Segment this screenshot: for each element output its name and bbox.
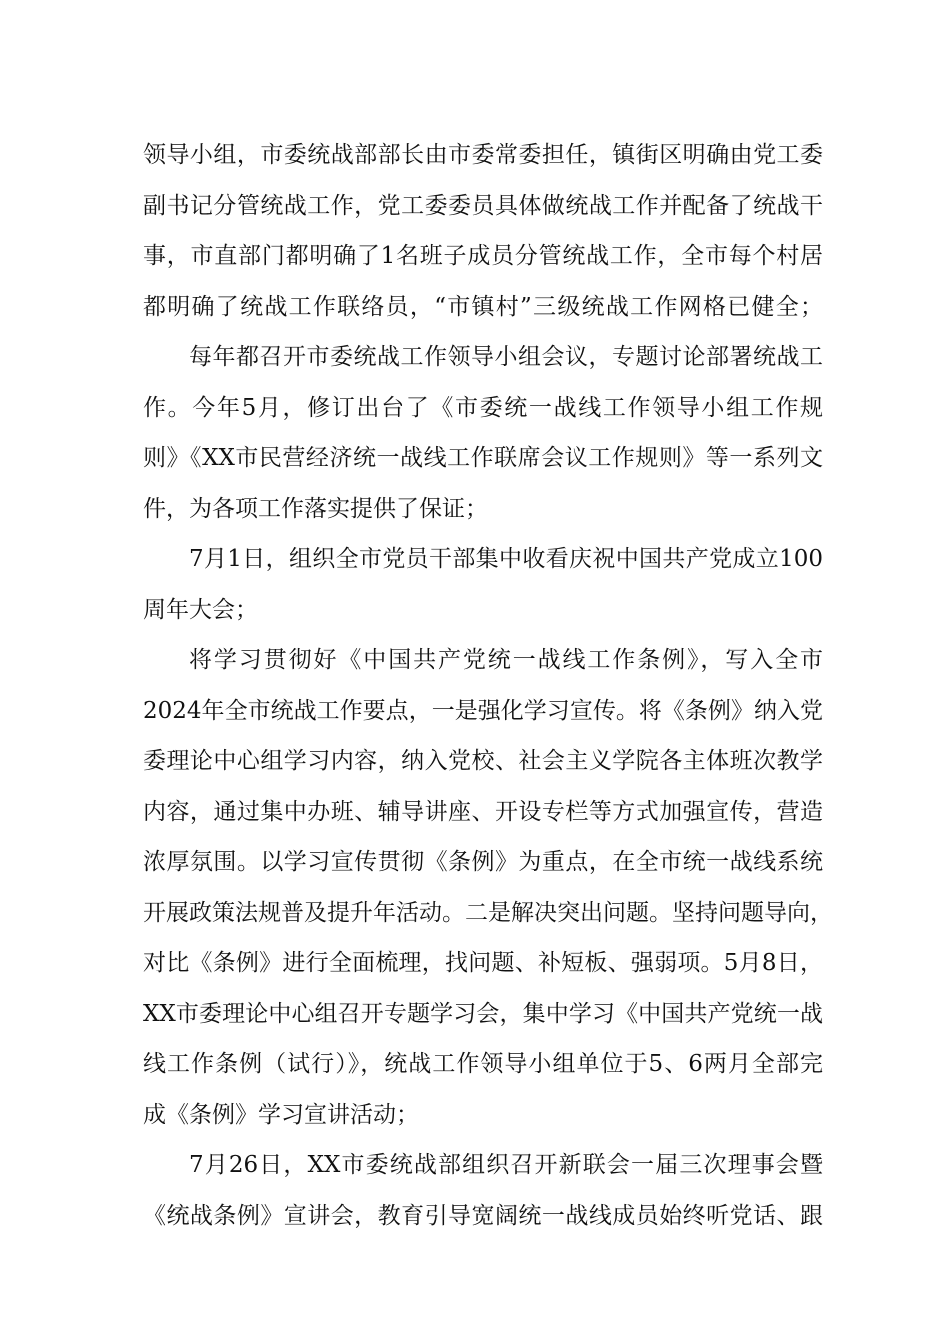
text-line: 作。今年5月，修订出台了《市委统一战线工作领导小组工作规 xyxy=(143,394,823,421)
text-line: 内容，通过集中办班、辅导讲座、开设专栏等方式加强宣传，营造 xyxy=(143,798,823,825)
text-line: 副书记分管统战工作，党工委委员具体做统战工作并配备了统战干 xyxy=(143,192,823,219)
text-line: 事，市直部门都明确了1名班子成员分管统战工作，全市每个村居 xyxy=(143,243,823,269)
text-line: 周年大会； xyxy=(143,596,258,623)
text-line: 2024年全市统战工作要点，一是强化学习宣传。将《条例》纳入党 xyxy=(143,697,823,724)
paragraph-start-line: 7月26日，XX市委统战部组织召开新联会一届三次理事会暨 xyxy=(189,1152,823,1178)
text-line: 开展政策法规普及提升年活动。二是解决突出问题。坚持问题导向， xyxy=(143,899,833,926)
paragraph-start-line: 7月1日，组织全市党员干部集中收看庆祝中国共产党成立100 xyxy=(189,546,823,572)
paragraph-start-line: 将学习贯彻好《中国共产党统一战线工作条例》，写入全市 xyxy=(189,647,823,673)
text-line: 领导小组，市委统战部部长由市委常委担任，镇街区明确由党工委 xyxy=(143,142,823,168)
text-line: 线工作条例（试行）》，统战工作领导小组单位于5、6两月全部完 xyxy=(143,1051,823,1077)
text-line: 则》《XX市民营经济统一战线工作联席会议工作规则》等一系列文 xyxy=(143,445,823,471)
paragraph-start-line: 每年都召开市委统战工作领导小组会议，专题讨论部署统战工 xyxy=(189,344,823,370)
text-line: 《统战条例》宣讲会，教育引导宽阔统一战线成员始终听党话、跟 xyxy=(143,1202,823,1229)
text-line: 浓厚氛围。以学习宣传贯彻《条例》为重点，在全市统一战线系统 xyxy=(143,849,823,875)
text-line: 成《条例》学习宣讲活动； xyxy=(143,1101,419,1128)
text-line: 都明确了统战工作联络员，“市镇村”三级统战工作网格已健全； xyxy=(143,293,823,320)
document-body xyxy=(143,130,833,1241)
text-line: XX市委理论中心组召开专题学习会，集中学习《中国共产党统一战 xyxy=(143,1000,823,1027)
text-line: 对比《条例》进行全面梳理，找问题、补短板、强弱项。5月8日， xyxy=(143,950,823,976)
text-line: 件，为各项工作落实提供了保证； xyxy=(143,495,488,522)
text-line: 委理论中心组学习内容，纳入党校、社会主义学院各主体班次教学 xyxy=(143,748,823,774)
